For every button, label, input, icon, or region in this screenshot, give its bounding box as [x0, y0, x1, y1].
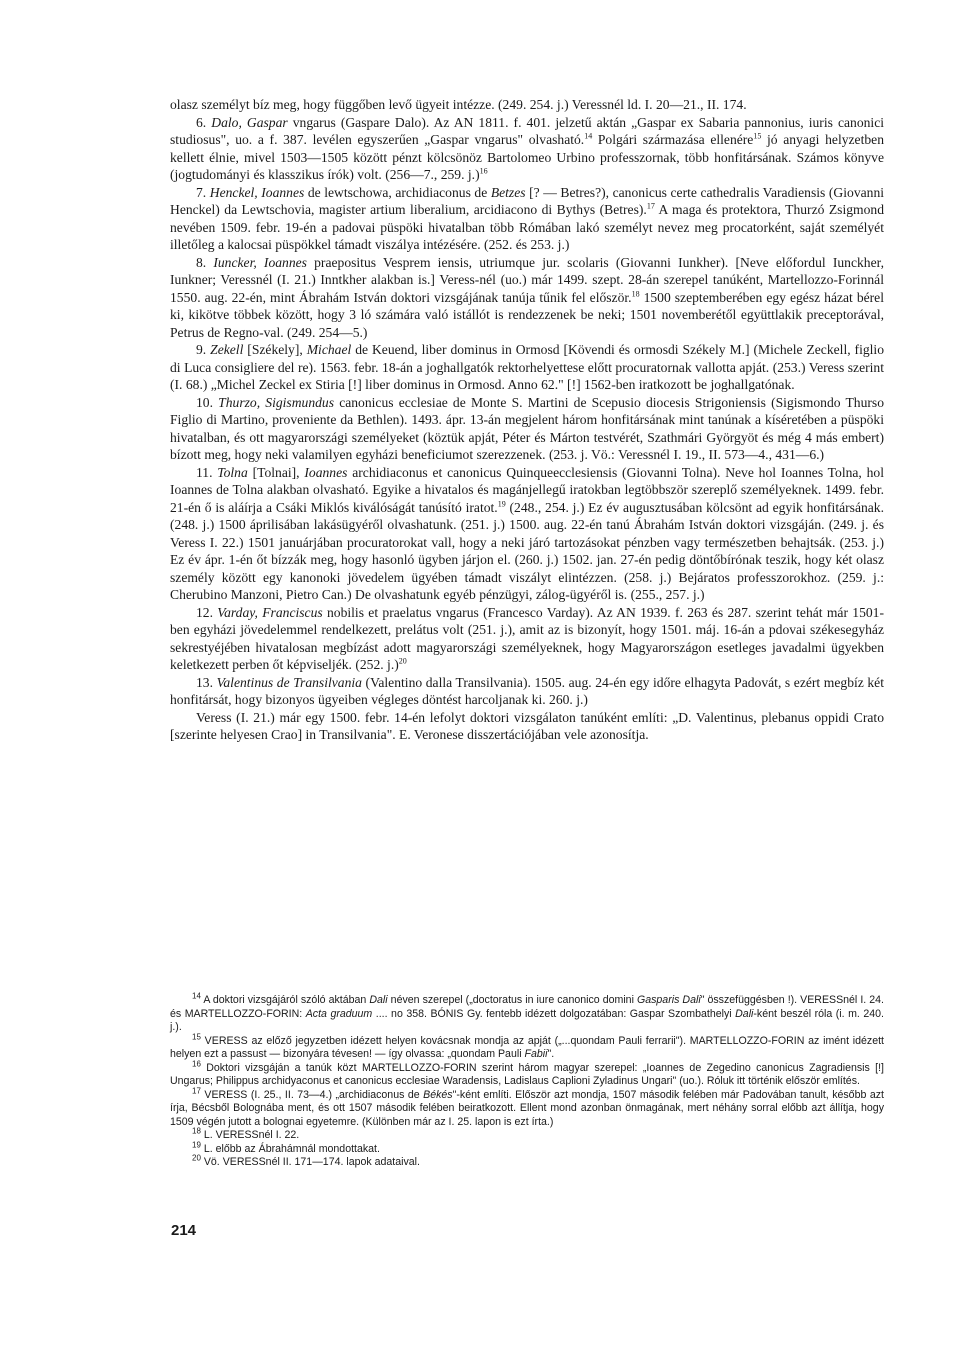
text-run: L. VERESSnél I. 22.	[200, 1129, 300, 1141]
italic-text: Fabii	[524, 1048, 548, 1060]
paragraph	[170, 184, 884, 254]
paragraph	[170, 254, 884, 342]
text-run: VERESS (I. 25., II. 73—4.) „archidiaconus de	[200, 1088, 424, 1101]
footnote-ref: 16	[192, 1058, 201, 1068]
text-run: olasz személyt bíz meg, hogy függőben levő ügyeit intézze. (249. 254. j.) Veressnél ld. I. 20—21., II. 174.	[170, 97, 747, 112]
text-run: L. előbb az Ábrahámnál mondottakat.	[200, 1142, 380, 1155]
footnote-ref: 20	[192, 1153, 201, 1163]
footnote	[170, 1153, 884, 1170]
italic-text: Dali	[369, 994, 388, 1006]
footnote-ref: 17	[192, 1085, 201, 1095]
footnote-ref: 15	[192, 1031, 201, 1041]
text-run: de Keuend, liber dominus in Ormosd [Kövendi és ormosdi Székely M.] (Michele Zeckell, figlio di Luca consigliere del re). 1563. febr. 18-án a joghallgatók rektorhelyettese előtt procuratornak vallotta apját. (253.) Veress szerint (I. 68.) „Michel Zeckel ex Stiria [!] liber dominus in Ormosd. Anno 62." [!] 1562-ben iratkozott be joghallgatónak.	[170, 342, 885, 392]
text-run: A maga és protektora, Thurzó Zsigmond nevében 1509. febr. 19-én a padovai püspöki hivatalban több Rómában lakó személyt nevez meg procatorként, saját személyét illetőleg a kalocsai püspökkel támadt viszálya intézésére. (252. és 253. j.)	[170, 202, 885, 252]
text-run: archidiaconus et canonicus Quinqueecclesiensis (Giovanni Tolna). Neve hol Ioannes Tolna, hol Ioannes de Tolna alakban olvasható. Egyike a hivatalos és magánjellegű iratokban legtöbbször szereplő személyeknek. 1499. febr. 21-én ő is aláírja a Csáki Miklós kiválóságát tanúsító iratot.	[170, 464, 884, 515]
footnote	[170, 991, 884, 1035]
footnote-ref: 14	[584, 131, 593, 141]
text-run: [Székely],	[243, 342, 307, 357]
text-run: Veress (I. 21.) már egy 1500. febr. 14-én lefolyt doktori vizsgálaton tanúként említi: „D. Valentinus, plebanus oppidi Crato [szerinte helyesen Crao] in Transilvania". E. Veronese disszertációjában vele azonosítja.	[170, 709, 884, 742]
italic-text: Varday, Franciscus	[217, 604, 323, 620]
page-number: 214	[171, 1222, 197, 1239]
footnote-ref: 18	[192, 1126, 201, 1136]
text-run: (248., 254. j.) Ez év augusztusában kölcsönt ad egyik honfitársának. (248. j.) 1500 áprilisában lakásügyéről olvashatunk. (251. j.) 1500. aug. 22-én tanú Ábrahám István doktori vizsgáján. (249. j. és Veress I. 22.) 1501 januárjában procuratorokat vall, hogy a neki járó tartozásokat pénzben vagy természetben behajtsák. (253. j.) Ez év ápr. 1-én őt bízzák meg, hogy hasonló ügyben járjon el. (260. j.) 1502. jan. 27-én pedig döntőbírónak teszik, hogy két olasz személy között egy kanonoki jövedelem ügyében támadt viszályt elintézzen. (258. j.) Bejáratos professzorokhoz. (259. j.: Cherubino Manzoni, Pietro Can.) De olvashatunk egyéb pénzügyi, zálog-ügyéről is. (255., 257. j.)	[170, 499, 885, 602]
italic-text: Tolna	[217, 464, 248, 480]
text-run: " összefüggésben !). VERESSnél I. 24. és MARTELLOZZO-FORIN:	[170, 994, 884, 1020]
text-run: (Valentino dalla Transilvania). 1505. aug. 24-én egy időre elhagyta Padovát, s ezért megbíz két honfitársát, hogy bizonyos ügyeiben végleges döntést harcoljanak ki. 260. j.)	[170, 674, 884, 707]
text-run: Vö. VERESSnél II. 171—174. lapok adataival.	[200, 1156, 420, 1168]
footnote-ref: 14	[192, 991, 201, 1001]
text-run: [? — Betres?), canonicus certe cathedralis Varadiensis (Giovanni Henckel) da Lewtschovia, magister artium liberalium, arcidiacono di Bythys (Betres).	[170, 184, 885, 217]
footnote-ref: 19	[192, 1139, 201, 1149]
text-run: 10.	[196, 394, 219, 410]
text-run: jó anyagi helyzetben kellett élnie, mivel 1503—1505 között pénzt kölcsönöz Bartolomeo Urbino professzornak, több honfitársának. Számos könyve (jogtudományi és klasszikus írók) volt. (256—7., 259. j.)	[170, 132, 884, 182]
footnote	[170, 1031, 884, 1062]
text-run: 1500 szeptemberében egy egész házat bérel ki, kikötve többek között, hogy 3 ló számára való istállót is rendezzenek be neki; 1501 novemberétől együttlakik preceptorával, Petrus de Regno-val. (249. 254—5.)	[170, 289, 884, 340]
text-run: 13.	[196, 674, 217, 690]
text-run: "-ként említi. Először azt mondja, 1507 második felében már Padovában tanult, később azt írja, Bécsből Bolognába ment, és ott 1507 második felében beiratkozott. Ellent mond azonban önmagának, mert néhány sorral előbb azt állítja, hogy 1509 végén jutott a bolognai egyetemre. (Különben már az I. 25. lapon is ezt írta.)	[170, 1088, 884, 1128]
text-run: Doktori vizsgáján a tanúk közt MARTELLOZZO-FORIN szerint három magyar szerepel: „Ioannes de Zegedino canonicus Zagradiensis [!] Ungarus; Philippus archidyaconus et canonicus ecclesiae Waradensis, Ladislaus Caplioni Zyladinus Ungari" (uo.). Róluk itt történik először említés.	[170, 1061, 884, 1087]
italic-text: Dalo, Gaspar	[211, 114, 288, 130]
text-run: de lewtschowa, archidiaconus de	[304, 184, 491, 200]
text-run: Polgári származása ellenére	[592, 132, 754, 147]
footnote-ref: 15	[753, 131, 762, 141]
italic-text: Zekell	[210, 342, 244, 357]
paragraph	[170, 96, 884, 114]
footnote	[170, 1139, 884, 1157]
text-run: 8.	[196, 254, 214, 270]
paragraph	[170, 114, 884, 184]
paragraph	[170, 464, 884, 604]
italic-text: Ioannes	[304, 464, 348, 480]
footnote-ref: 20	[398, 656, 407, 666]
footnote	[170, 1058, 884, 1089]
footnote	[170, 1126, 884, 1143]
footnote	[170, 1085, 884, 1130]
italic-text: Dali	[735, 1007, 754, 1020]
italic-text: Békés	[423, 1088, 453, 1101]
text-run: A doktori vizsgájáról szóló aktában	[200, 994, 370, 1006]
text-run: .... no 358. BÓNIS Gy. fentebb idézett dolgozatában: Gaspar Szombathelyi	[372, 1007, 736, 1020]
footnote-ref: 19	[497, 498, 506, 508]
paragraph	[170, 709, 884, 744]
footnote-ref: 17	[646, 201, 655, 211]
footnote-ref: 18	[631, 288, 640, 298]
italic-text: Henckel, Ioannes	[209, 184, 305, 200]
footnotes	[170, 991, 884, 1170]
italic-text: Thurzo, Sigismundus	[218, 394, 335, 410]
italic-text: Gasparis Dali	[636, 994, 701, 1006]
text-run: 6.	[196, 114, 212, 130]
text-run: ".	[547, 1048, 555, 1060]
text-run: praepositus Vesprem iensis, utriumque jur. scolaris (Giovanni Iunkher). [Neve előfordul Iunckher, Iunkner; Veressnél (I. 21.) Inntkher alakban is.] Veress-nél (uo.) már 1499. szept. 28-án szerepel tanúként, Martellozzo-Forinnál 1550. aug. 22-én, mint Ábrahám István doktori vizsgájának tanúja tűnik fel először.	[170, 254, 884, 305]
paragraph	[170, 674, 884, 709]
italic-text: Acta graduum	[305, 1007, 373, 1020]
footnote-ref: 16	[479, 166, 488, 176]
main-text	[170, 96, 884, 744]
text-run: 11.	[196, 464, 218, 480]
text-run: 9.	[196, 342, 211, 357]
italic-text: Valentinus de Transilvania	[216, 674, 362, 690]
text-run: VERESS az előző jegyzetben idézett helyen kovácsnak mondja az apját („...quondam Pauli ferrarii"). MARTELLOZZO-FORIN az imént idézett helyen ezt a passust — bizonyára tévesen! — így olvassa: „quondam Pauli	[170, 1034, 884, 1060]
text-run: nobilis et praelatus vngarus (Francesco Varday). Az AN 1939. f. 263 és 287. szerint tehát már 1501-ben egyházi jövedelemmel rendelkezett, prelátus volt (251. j.), amit az is bizonyít, hogy 1501. máj. 16-án a pdovai székesegyház sekrestyéjében hivatalosan megbízást adott magyarországi személyeknek, hogy Magyarországon esetleges javadalmi ügyekben keletkezett perben őt képviseljék. (252. j.)	[170, 604, 884, 672]
paragraph	[170, 341, 884, 394]
text-run: néven szerepel („doctoratus in iure canonico domini	[387, 994, 637, 1006]
text-run: vngarus (Gaspare Dalo). Az AN 1811. f. 401. jelzetű aktán „Gaspar ex Sabaria pannonius, iuris canonici studiosus", uo. a f. 387. levélen egyszerűen „Gaspar vngarus" olvasható.	[170, 114, 884, 147]
paragraph	[170, 604, 884, 674]
text-run: canonicus ecclesiae de Monte S. Martini de Scepusio diocesis Strigoniensis (Sigismondo Thurso Figlio di Martino, proveniente da Bethlen). 1493. ápr. 13-án megjelent három honfitársának mint tanúnak a kíséretében a püspöki hivatalban, és ott magyarországi személyeket (köztük apját, Péter és Márton testvérét, Szathmári Györgyöt és még 4 más embert) bízott meg, hogy neki valamilyen egyházi beneficiumot szerezzenek. (253. j. Vö.: Veressnél I. 19., II. 573—4., 431—6.)	[170, 394, 885, 462]
text-run: [Tolnai],	[247, 464, 305, 480]
text-run: 12.	[196, 604, 218, 620]
italic-text: Iuncker, Ioannes	[213, 254, 307, 270]
text-run: 7.	[196, 184, 210, 200]
text-run: -ként beszél róla (i. m. 240. j.).	[170, 1007, 884, 1033]
paragraph	[170, 394, 884, 464]
italic-text: Michael	[306, 342, 352, 357]
italic-text: Betzes	[490, 184, 526, 200]
